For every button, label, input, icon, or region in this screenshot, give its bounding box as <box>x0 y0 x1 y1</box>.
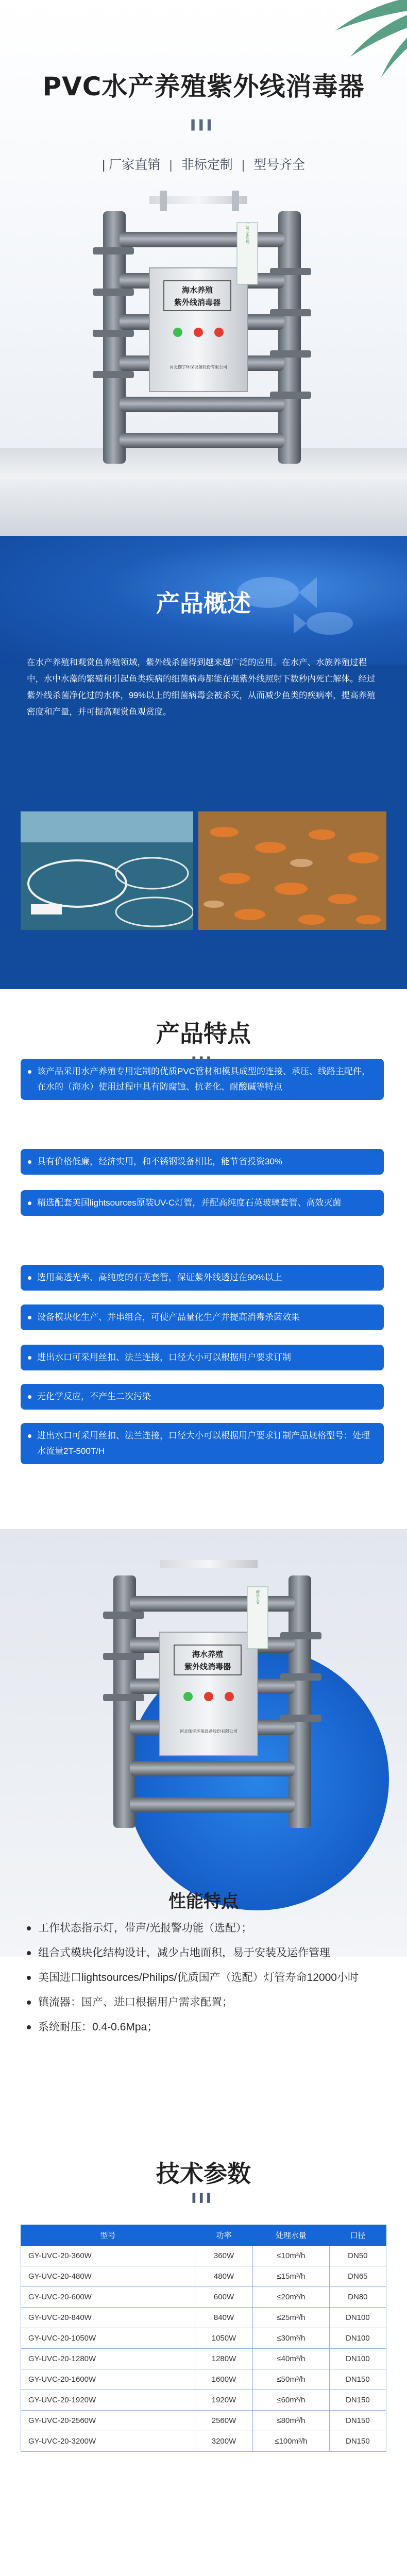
fish-school-photo <box>198 811 386 930</box>
table-cell: ≤60m³/h <box>253 2390 330 2411</box>
performance-list <box>27 1921 387 2044</box>
table-row <box>21 2328 386 2349</box>
feature-item: 具有价格低廉，经济实用，和不锈钢设备相比，能节省投资30% <box>21 1149 384 1175</box>
indicator-light <box>214 328 224 337</box>
feature-item: 设备模块化生产、并串组合，可使产品量化生产并提高消毒杀菌效果 <box>21 1304 384 1330</box>
features-title: 产品特点 <box>156 1020 251 1047</box>
column-header: 处理水量 <box>253 2225 330 2246</box>
table-cell: 360W <box>195 2246 252 2266</box>
tech-specs-section <box>0 2116 407 2576</box>
uv-sterilizer-product-image <box>93 1555 335 1843</box>
tag-separator: | <box>241 158 245 172</box>
table-cell: GY-UVC-20-1280W <box>21 2349 195 2369</box>
column-header: 型号 <box>21 2225 195 2246</box>
panel-title-line1: 海水养殖 <box>192 1650 224 1659</box>
table-cell: DN150 <box>329 2369 386 2390</box>
table-cell: 2560W <box>195 2411 252 2431</box>
side-label-line2: 解决方案 <box>256 1590 260 1604</box>
title-decoration: ▌▌▌ <box>191 120 216 130</box>
feature-item: 进出水口可采用丝扣、法兰连接，口径大小可以根据用户要求订制产品规格型号：处理水流量2T-500T/H <box>21 1423 384 1464</box>
table-cell: DN80 <box>329 2287 386 2308</box>
table-cell: DN65 <box>329 2266 386 2287</box>
table-cell: GY-UVC-20-1600W <box>21 2369 195 2390</box>
features-section <box>0 989 407 1509</box>
table-cell: GY-UVC-20-360W <box>21 2246 195 2266</box>
table-row <box>21 2287 386 2308</box>
fish-farm-photo <box>21 811 193 930</box>
table-cell: GY-UVC-20-3200W <box>21 2431 195 2452</box>
table-cell: 600W <box>195 2287 252 2308</box>
table-cell: DN100 <box>329 2328 386 2349</box>
table-cell: DN100 <box>329 2308 386 2328</box>
tag-full-range: 型号齐全 <box>253 158 306 172</box>
list-item: 美国进口lightsources/Philips/优质国产（选配）灯管寿命12000小时 <box>27 1970 387 1986</box>
page-title: PVC水产养殖紫外线消毒器 <box>42 72 365 101</box>
table-cell: 480W <box>195 2266 252 2287</box>
uv-sterilizer-product-image <box>82 191 325 479</box>
table-cell: ≤25m³/h <box>253 2308 330 2328</box>
table-cell: DN150 <box>329 2411 386 2431</box>
indicator-light <box>173 328 182 337</box>
tag-factory-direct: 厂家直销 <box>109 158 161 172</box>
table-cell: DN150 <box>329 2390 386 2411</box>
table-cell: 840W <box>195 2308 252 2328</box>
tag-custom: 非标定制 <box>181 158 233 172</box>
table-row <box>21 2369 386 2390</box>
overview-paragraph: 在水产养殖和观赏鱼养殖领域，紫外线杀菌得到越来越广泛的应用。在水产、水族养殖过程中，水中水藻的繁殖和引起鱼类疾病的细菌病毒都能在强紫外线照射下数秒内死亡解体。经过紫外线杀菌净化过的水体，99%以上的细菌病毒会被杀灭，从而减少鱼类的疾病率，提高养殖密度和产量，并可提高观赏鱼观赏度。 <box>27 658 376 717</box>
table-row <box>21 2266 386 2287</box>
table-cell: ≤15m³/h <box>253 2266 330 2287</box>
table-cell: 1280W <box>195 2349 252 2369</box>
tag-separator: | <box>101 158 106 172</box>
overview-title: 产品概述 <box>156 590 251 617</box>
overview-section <box>0 536 407 989</box>
feature-item: 选用高透光率、高纯度的石英套管，保证紫外线透过在90%以上 <box>21 1265 384 1291</box>
panel-company-name: 河北伽宇环保设备股份有限公司 <box>180 1729 238 1734</box>
column-header: 口径 <box>329 2225 386 2246</box>
side-label-line1: 一站式水处理 <box>245 222 249 244</box>
table-row <box>21 2411 386 2431</box>
panel-title-line2: 紫外线消毒器 <box>184 1663 231 1671</box>
panel-company-name: 河北伽宇环保设备股份有限公司 <box>169 365 227 369</box>
table-cell: DN50 <box>329 2246 386 2266</box>
table-cell: ≤20m³/h <box>253 2287 330 2308</box>
column-header: 功率 <box>195 2225 252 2246</box>
table-cell: ≤50m³/h <box>253 2369 330 2390</box>
table-cell: DN100 <box>329 2349 386 2369</box>
list-item: 组合式模块化结构设计，减少占地面积，易于安装及运作管理 <box>27 1945 387 1961</box>
list-item: 系统耐压：0.4-0.6Mpa； <box>27 2020 387 2035</box>
list-item: 镇流器：国产、进口根据用户需求配置； <box>27 1995 387 2010</box>
table-row <box>21 2308 386 2328</box>
indicator-light <box>194 328 203 337</box>
table-cell: 3200W <box>195 2431 252 2452</box>
indicator-light <box>204 1692 213 1701</box>
table-row <box>21 2349 386 2369</box>
table-cell: 1050W <box>195 2328 252 2349</box>
table-cell: 1600W <box>195 2369 252 2390</box>
list-item: 工作状态指示灯，带声/光报警功能（选配）； <box>27 1921 387 1936</box>
hero-section <box>0 0 407 536</box>
table-cell: GY-UVC-20-480W <box>21 2266 195 2287</box>
table-cell: DN150 <box>329 2431 386 2452</box>
indicator-light <box>225 1692 234 1701</box>
table-cell: GY-UVC-20-600W <box>21 2287 195 2308</box>
table-header-row <box>21 2225 386 2246</box>
table-cell: ≤80m³/h <box>253 2411 330 2431</box>
feature-item: 该产品采用水产养殖专用定制的优质PVC管材和模具成型的连接、承压、线路主配件，在水的（海水）使用过程中具有防腐蚀、抗老化、耐酸碱等特点 <box>21 1059 384 1100</box>
tech-title: 技术参数 <box>156 2160 251 2187</box>
feature-item: 无化学反应，不产生二次污染 <box>21 1384 384 1410</box>
table-cell: GY-UVC-20-1920W <box>21 2390 195 2411</box>
display-table-front <box>0 479 407 536</box>
performance-title: 性能特点 <box>168 1892 239 1911</box>
tag-separator: | <box>169 158 173 172</box>
table-cell: GY-UVC-20-840W <box>21 2308 195 2328</box>
table-cell: ≤100m³/h <box>253 2431 330 2452</box>
feature-item: 进出水口可采用丝扣、法兰连接，口径大小可以根据用户要求订制 <box>21 1345 384 1370</box>
table-row <box>21 2431 386 2452</box>
panel-title-line1: 海水养殖 <box>181 286 213 295</box>
table-cell: ≤30m³/h <box>253 2328 330 2349</box>
table-row <box>21 2246 386 2266</box>
table-cell: ≤40m³/h <box>253 2349 330 2369</box>
table-cell: GY-UVC-20-2560W <box>21 2411 195 2431</box>
performance-section <box>0 1509 407 2116</box>
table-cell: ≤10m³/h <box>253 2246 330 2266</box>
title-decoration: ▌▌▌ <box>192 2194 215 2202</box>
table-row <box>21 2390 386 2411</box>
indicator-light <box>183 1692 193 1701</box>
hero-tags <box>0 155 407 173</box>
table-cell: 1920W <box>195 2390 252 2411</box>
feature-item: 精选配套美国lightsources原装UV-C灯管，并配高纯度石英玻璃套管、高效灭菌 <box>21 1190 384 1216</box>
table-cell: GY-UVC-20-1050W <box>21 2328 195 2349</box>
spec-table <box>21 2225 386 2452</box>
panel-title-line2: 紫外线消毒器 <box>174 298 221 307</box>
